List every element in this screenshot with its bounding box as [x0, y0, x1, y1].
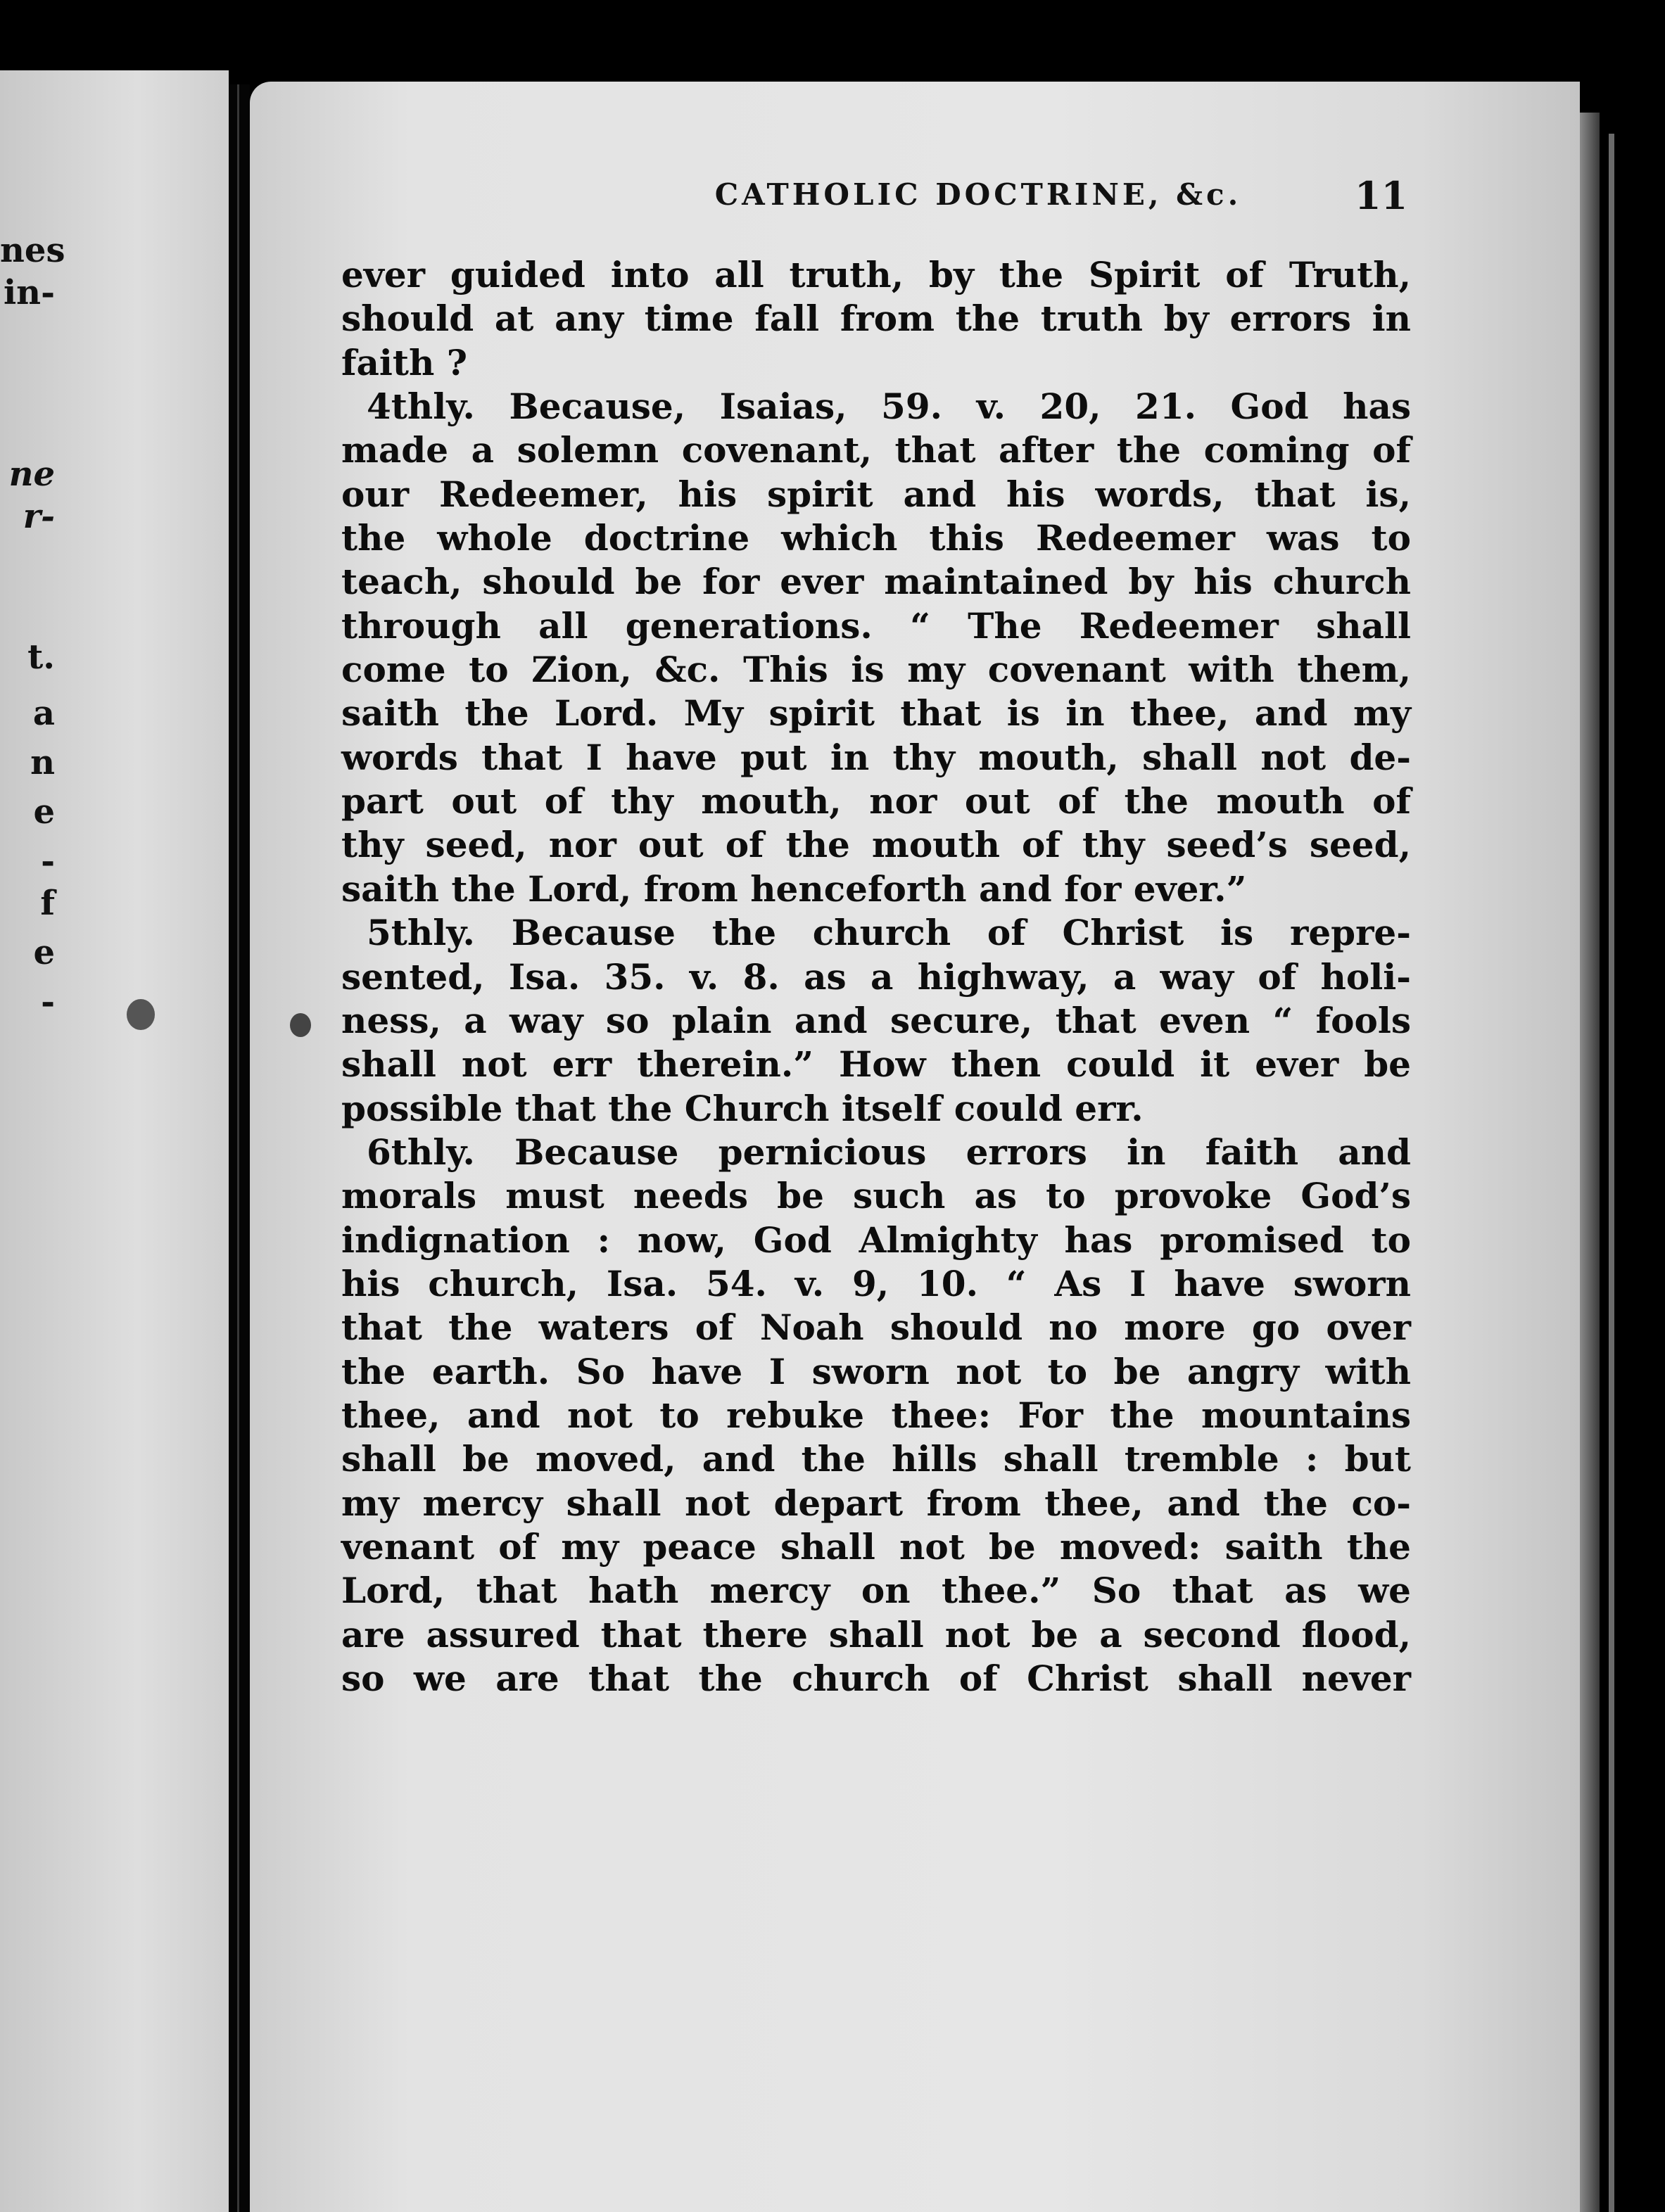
text-line: the earth. So have I sworn not to be angry with [341, 1350, 1411, 1392]
left-margin-text: nes [0, 231, 65, 270]
left-margin-text: - [41, 982, 55, 1022]
text-line: shall be moved, and the hills shall tremble : but [341, 1438, 1411, 1480]
left-margin-text: a [32, 694, 55, 733]
book-gutter [229, 84, 250, 2212]
left-margin-text: t. [27, 637, 55, 677]
text-line: saith the Lord, from henceforth and for ever.” [341, 867, 1247, 910]
paragraph-start-line: 6thly. Because pernicious errors in faith and [367, 1131, 1411, 1173]
text-line: part out of thy mouth, nor out of the mouth of [341, 780, 1411, 822]
running-header [250, 173, 1580, 227]
text-line: saith the Lord. My spirit that is in thee, and my [341, 692, 1411, 735]
text-line: thy seed, nor out of the mouth of thy seed’s seed, [341, 824, 1411, 866]
text-line: possible that the Church itself could err. [341, 1087, 1144, 1129]
text-line: his church, Isa. 54. v. 9, 10. “ As I have sworn [341, 1262, 1411, 1304]
text-line: shall not err therein.” How then could it ever be [341, 1043, 1411, 1086]
page-edge-shadow [1580, 113, 1600, 2212]
left-margin-text: - [41, 841, 55, 881]
text-line: the whole doctrine which this Redeemer was to [341, 517, 1411, 559]
page-number: 11 [1355, 173, 1408, 218]
left-margin-text: f [40, 884, 55, 923]
text-line: Lord, that hath mercy on thee.” So that as we [341, 1570, 1411, 1612]
left-margin-text: in- [3, 273, 55, 312]
text-line: thee, and not to rebuke thee: For the mountains [341, 1394, 1411, 1436]
text-line: that the waters of Noah should no more go over [341, 1307, 1411, 1349]
text-line: should at any time fall from the truth by errors in [341, 298, 1411, 340]
text-line: sented, Isa. 35. v. 8. as a highway, a way of holi- [341, 955, 1411, 998]
text-line: are assured that there shall not be a second flood, [341, 1613, 1411, 1655]
text-line: come to Zion, &c. This is my covenant with them, [341, 649, 1411, 691]
text-line: ness, a way so plain and secure, that even “ fools [341, 999, 1411, 1041]
text-line: morals must needs be such as to provoke God’s [341, 1175, 1411, 1217]
text-line: venant of my peace shall not be moved: saith the [341, 1525, 1411, 1568]
left-margin-text: e [33, 792, 55, 832]
text-line: indignation : now, God Almighty has promised to [341, 1219, 1411, 1261]
text-line: teach, should be for ever maintained by his church [341, 561, 1411, 603]
gutter-shadow-line [237, 84, 239, 2212]
left-margin-text: e [33, 933, 55, 972]
text-line: our Redeemer, his spirit and his words, that is, [341, 473, 1411, 515]
text-line: so we are that the church of Christ shall never [341, 1658, 1411, 1699]
ink-blot [127, 999, 155, 1030]
text-line: faith ? [341, 341, 468, 383]
paragraph-start-line: 4thly. Because, Isaias, 59. v. 20, 21. God has [367, 386, 1411, 428]
page-body [341, 253, 1411, 1701]
text-line: words that I have put in thy mouth, shall not de- [341, 736, 1411, 778]
text-line: ever guided into all truth, by the Spirit of Truth, [341, 254, 1411, 295]
paragraph-start-line: 5thly. Because the church of Christ is repre- [367, 912, 1411, 954]
left-margin-text: n [30, 743, 55, 782]
running-title: CATHOLIC DOCTRINE, &c. [714, 177, 1242, 212]
page-edge-stack [1609, 134, 1614, 2212]
facing-page-fragment [0, 70, 229, 2212]
text-line: through all generations. “ The Redeemer shall [341, 604, 1411, 647]
ink-blot [290, 1013, 311, 1037]
left-margin-text: r- [23, 497, 55, 536]
text-line: my mercy shall not depart from thee, and the co- [341, 1482, 1411, 1524]
text-line: made a solemn covenant, that after the coming of [341, 429, 1411, 471]
left-margin-text: ne [8, 455, 55, 494]
